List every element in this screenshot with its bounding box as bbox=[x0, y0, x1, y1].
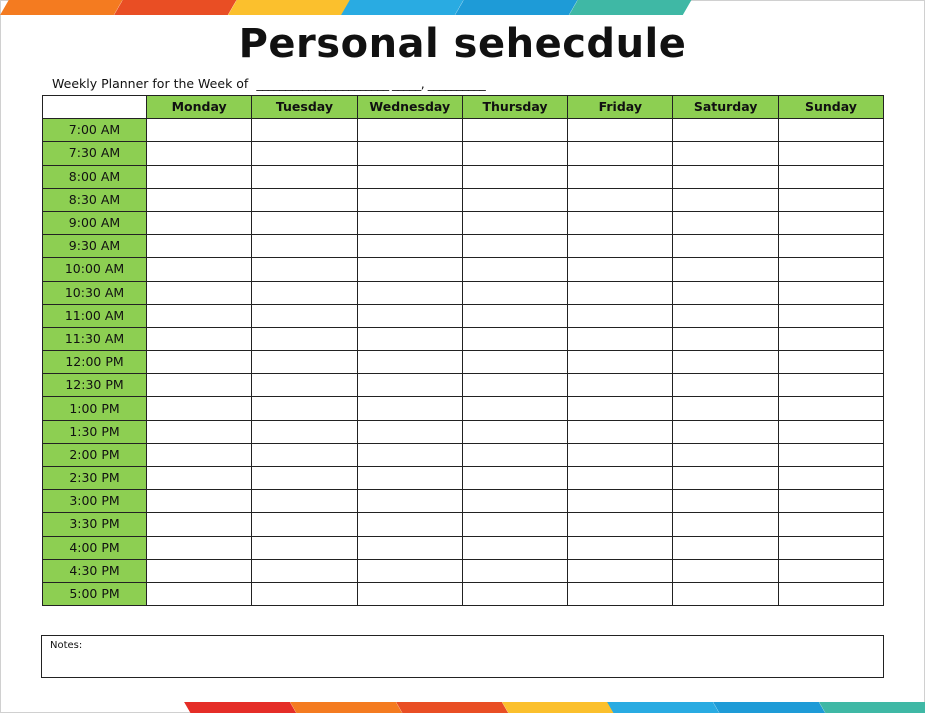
schedule-cell-wednesday[interactable] bbox=[357, 142, 462, 165]
color-band-segment bbox=[713, 702, 825, 713]
schedule-cell-friday[interactable] bbox=[568, 304, 673, 327]
schedule-cell-wednesday[interactable] bbox=[357, 258, 462, 281]
schedule-cell-thursday[interactable] bbox=[462, 374, 567, 397]
color-band-segment bbox=[819, 702, 925, 713]
schedule-cell-sunday[interactable] bbox=[778, 258, 883, 281]
schedule-cell-thursday[interactable] bbox=[462, 490, 567, 513]
schedule-cell-saturday[interactable] bbox=[673, 119, 778, 142]
schedule-cell-wednesday[interactable] bbox=[357, 327, 462, 350]
color-band-segment bbox=[290, 702, 402, 713]
table-row bbox=[43, 142, 884, 165]
bottom-color-band bbox=[184, 702, 925, 713]
table-row bbox=[43, 165, 884, 188]
schedule-cell-friday[interactable] bbox=[568, 374, 673, 397]
schedule-cell-monday[interactable] bbox=[147, 559, 252, 582]
schedule-cell-saturday[interactable] bbox=[673, 281, 778, 304]
schedule-cell-friday[interactable] bbox=[568, 582, 673, 605]
schedule-cell-monday[interactable] bbox=[147, 258, 252, 281]
table-row bbox=[43, 374, 884, 397]
schedule-cell-friday[interactable] bbox=[568, 211, 673, 234]
time-slot-label: 11:00 AM bbox=[43, 304, 147, 327]
time-slot-label: 9:30 AM bbox=[43, 235, 147, 258]
color-band-segment bbox=[0, 0, 122, 15]
schedule-cell-saturday[interactable] bbox=[673, 536, 778, 559]
schedule-cell-friday[interactable] bbox=[568, 165, 673, 188]
time-slot-label: 1:00 PM bbox=[43, 397, 147, 420]
time-slot-label: 1:30 PM bbox=[43, 420, 147, 443]
schedule-cell-tuesday[interactable] bbox=[252, 327, 357, 350]
schedule-cell-wednesday[interactable] bbox=[357, 397, 462, 420]
schedule-cell-saturday[interactable] bbox=[673, 443, 778, 466]
table-row bbox=[43, 351, 884, 374]
schedule-cell-monday[interactable] bbox=[147, 490, 252, 513]
schedule-cell-tuesday[interactable] bbox=[252, 351, 357, 374]
schedule-cell-thursday[interactable] bbox=[462, 304, 567, 327]
schedule-cell-thursday[interactable] bbox=[462, 536, 567, 559]
schedule-cell-sunday[interactable] bbox=[778, 536, 883, 559]
schedule-cell-saturday[interactable] bbox=[673, 374, 778, 397]
schedule-cell-friday[interactable] bbox=[568, 397, 673, 420]
schedule-cell-saturday[interactable] bbox=[673, 397, 778, 420]
schedule-cell-saturday[interactable] bbox=[673, 559, 778, 582]
schedule-cell-sunday[interactable] bbox=[778, 351, 883, 374]
schedule-cell-thursday[interactable] bbox=[462, 142, 567, 165]
schedule-cell-friday[interactable] bbox=[568, 420, 673, 443]
time-slot-label: 12:30 PM bbox=[43, 374, 147, 397]
schedule-cell-sunday[interactable] bbox=[778, 281, 883, 304]
schedule-cell-monday[interactable] bbox=[147, 351, 252, 374]
color-band-segment bbox=[569, 0, 691, 15]
schedule-cell-tuesday[interactable] bbox=[252, 374, 357, 397]
table-row bbox=[43, 420, 884, 443]
schedule-cell-monday[interactable] bbox=[147, 443, 252, 466]
schedule-cell-sunday[interactable] bbox=[778, 165, 883, 188]
schedule-cell-monday[interactable] bbox=[147, 513, 252, 536]
schedule-cell-tuesday[interactable] bbox=[252, 559, 357, 582]
schedule-cell-friday[interactable] bbox=[568, 119, 673, 142]
schedule-cell-saturday[interactable] bbox=[673, 211, 778, 234]
schedule-cell-saturday[interactable] bbox=[673, 420, 778, 443]
schedule-cell-friday[interactable] bbox=[568, 188, 673, 211]
time-slot-label: 7:00 AM bbox=[43, 119, 147, 142]
schedule-cell-saturday[interactable] bbox=[673, 490, 778, 513]
schedule-cell-tuesday[interactable] bbox=[252, 304, 357, 327]
schedule-cell-friday[interactable] bbox=[568, 327, 673, 350]
schedule-cell-tuesday[interactable] bbox=[252, 443, 357, 466]
schedule-cell-wednesday[interactable] bbox=[357, 235, 462, 258]
color-band-segment bbox=[228, 0, 350, 15]
notes-label: Notes: bbox=[50, 640, 83, 651]
schedule-cell-monday[interactable] bbox=[147, 281, 252, 304]
table-row bbox=[43, 119, 884, 142]
schedule-cell-saturday[interactable] bbox=[673, 467, 778, 490]
schedule-cell-tuesday[interactable] bbox=[252, 258, 357, 281]
time-slot-label: 3:30 PM bbox=[43, 513, 147, 536]
schedule-cell-monday[interactable] bbox=[147, 304, 252, 327]
time-slot-label: 4:30 PM bbox=[43, 559, 147, 582]
time-slot-label: 11:30 AM bbox=[43, 327, 147, 350]
schedule-cell-sunday[interactable] bbox=[778, 513, 883, 536]
schedule-cell-thursday[interactable] bbox=[462, 258, 567, 281]
time-slot-label: 12:00 PM bbox=[43, 351, 147, 374]
day-header-saturday: Saturday bbox=[673, 96, 778, 119]
schedule-cell-tuesday[interactable] bbox=[252, 211, 357, 234]
time-slot-label: 4:00 PM bbox=[43, 536, 147, 559]
schedule-cell-saturday[interactable] bbox=[673, 188, 778, 211]
schedule-cell-tuesday[interactable] bbox=[252, 119, 357, 142]
time-slot-label: 8:00 AM bbox=[43, 165, 147, 188]
time-slot-label: 10:30 AM bbox=[43, 281, 147, 304]
schedule-cell-saturday[interactable] bbox=[673, 327, 778, 350]
schedule-cell-sunday[interactable] bbox=[778, 374, 883, 397]
schedule-cell-monday[interactable] bbox=[147, 582, 252, 605]
schedule-cell-wednesday[interactable] bbox=[357, 559, 462, 582]
schedule-cell-saturday[interactable] bbox=[673, 142, 778, 165]
table-row bbox=[43, 536, 884, 559]
table-row bbox=[43, 582, 884, 605]
schedule-cell-wednesday[interactable] bbox=[357, 490, 462, 513]
page-title: Personal sehecdule bbox=[238, 21, 687, 67]
schedule-cell-monday[interactable] bbox=[147, 188, 252, 211]
schedule-cell-sunday[interactable] bbox=[778, 559, 883, 582]
schedule-cell-tuesday[interactable] bbox=[252, 235, 357, 258]
schedule-cell-wednesday[interactable] bbox=[357, 281, 462, 304]
schedule-cell-monday[interactable] bbox=[147, 397, 252, 420]
table-row bbox=[43, 211, 884, 234]
schedule-cell-friday[interactable] bbox=[568, 258, 673, 281]
schedule-cell-thursday[interactable] bbox=[462, 443, 567, 466]
table-row bbox=[43, 235, 884, 258]
schedule-cell-thursday[interactable] bbox=[462, 420, 567, 443]
table-row bbox=[43, 397, 884, 420]
schedule-cell-tuesday[interactable] bbox=[252, 142, 357, 165]
schedule-cell-monday[interactable] bbox=[147, 119, 252, 142]
schedule-cell-sunday[interactable] bbox=[778, 304, 883, 327]
color-band-segment bbox=[502, 702, 614, 713]
schedule-table bbox=[42, 95, 884, 606]
schedule-cell-thursday[interactable] bbox=[462, 188, 567, 211]
notes-box[interactable] bbox=[41, 635, 884, 678]
schedule-cell-thursday[interactable] bbox=[462, 119, 567, 142]
day-header-sunday: Sunday bbox=[778, 96, 883, 119]
schedule-cell-friday[interactable] bbox=[568, 142, 673, 165]
color-band-segment bbox=[455, 0, 577, 15]
schedule-cell-friday[interactable] bbox=[568, 490, 673, 513]
schedule-cell-monday[interactable] bbox=[147, 536, 252, 559]
color-band-segment bbox=[607, 702, 719, 713]
week-of-blank-field[interactable]: _______________________ _____, __________ bbox=[256, 76, 486, 91]
schedule-cell-wednesday[interactable] bbox=[357, 582, 462, 605]
schedule-cell-wednesday[interactable] bbox=[357, 211, 462, 234]
schedule-cell-thursday[interactable] bbox=[462, 211, 567, 234]
day-header-tuesday: Tuesday bbox=[252, 96, 357, 119]
schedule-cell-tuesday[interactable] bbox=[252, 165, 357, 188]
schedule-cell-saturday[interactable] bbox=[673, 235, 778, 258]
day-header-monday: Monday bbox=[147, 96, 252, 119]
table-row bbox=[43, 258, 884, 281]
week-of-label: Weekly Planner for the Week of bbox=[52, 76, 249, 91]
color-band-segment bbox=[341, 0, 463, 15]
schedule-cell-sunday[interactable] bbox=[778, 467, 883, 490]
schedule-cell-thursday[interactable] bbox=[462, 467, 567, 490]
table-row bbox=[43, 513, 884, 536]
schedule-cell-friday[interactable] bbox=[568, 443, 673, 466]
schedule-cell-thursday[interactable] bbox=[462, 559, 567, 582]
schedule-cell-sunday[interactable] bbox=[778, 119, 883, 142]
schedule-cell-tuesday[interactable] bbox=[252, 490, 357, 513]
schedule-cell-sunday[interactable] bbox=[778, 211, 883, 234]
schedule-cell-monday[interactable] bbox=[147, 420, 252, 443]
color-band-segment bbox=[114, 0, 236, 15]
schedule-cell-thursday[interactable] bbox=[462, 235, 567, 258]
schedule-cell-wednesday[interactable] bbox=[357, 351, 462, 374]
time-slot-label: 2:00 PM bbox=[43, 443, 147, 466]
time-slot-label: 5:00 PM bbox=[43, 582, 147, 605]
schedule-cell-sunday[interactable] bbox=[778, 327, 883, 350]
schedule-cell-monday[interactable] bbox=[147, 374, 252, 397]
schedule-cell-tuesday[interactable] bbox=[252, 467, 357, 490]
schedule-cell-saturday[interactable] bbox=[673, 513, 778, 536]
schedule-cell-sunday[interactable] bbox=[778, 443, 883, 466]
day-header-row bbox=[43, 96, 884, 119]
schedule-cell-wednesday[interactable] bbox=[357, 188, 462, 211]
schedule-cell-sunday[interactable] bbox=[778, 582, 883, 605]
table-row bbox=[43, 559, 884, 582]
schedule-cell-monday[interactable] bbox=[147, 467, 252, 490]
day-header-thursday: Thursday bbox=[462, 96, 567, 119]
schedule-cell-saturday[interactable] bbox=[673, 582, 778, 605]
schedule-cell-saturday[interactable] bbox=[673, 165, 778, 188]
schedule-cell-friday[interactable] bbox=[568, 559, 673, 582]
time-slot-label: 10:00 AM bbox=[43, 258, 147, 281]
schedule-cell-wednesday[interactable] bbox=[357, 165, 462, 188]
corner-cell bbox=[43, 96, 147, 119]
schedule-cell-friday[interactable] bbox=[568, 281, 673, 304]
schedule-cell-thursday[interactable] bbox=[462, 582, 567, 605]
time-slot-label: 3:00 PM bbox=[43, 490, 147, 513]
schedule-cell-monday[interactable] bbox=[147, 211, 252, 234]
schedule-cell-sunday[interactable] bbox=[778, 397, 883, 420]
table-row bbox=[43, 443, 884, 466]
schedule-cell-thursday[interactable] bbox=[462, 281, 567, 304]
schedule-cell-wednesday[interactable] bbox=[357, 420, 462, 443]
schedule-cell-tuesday[interactable] bbox=[252, 281, 357, 304]
table-row bbox=[43, 188, 884, 211]
schedule-cell-tuesday[interactable] bbox=[252, 536, 357, 559]
schedule-cell-monday[interactable] bbox=[147, 165, 252, 188]
color-band-segment bbox=[396, 702, 508, 713]
schedule-cell-wednesday[interactable] bbox=[357, 536, 462, 559]
schedule-cell-thursday[interactable] bbox=[462, 513, 567, 536]
time-slot-label: 9:00 AM bbox=[43, 211, 147, 234]
schedule-cell-thursday[interactable] bbox=[462, 165, 567, 188]
time-slot-label: 8:30 AM bbox=[43, 188, 147, 211]
schedule-cell-tuesday[interactable] bbox=[252, 397, 357, 420]
schedule-cell-sunday[interactable] bbox=[778, 188, 883, 211]
table-row bbox=[43, 327, 884, 350]
schedule-cell-wednesday[interactable] bbox=[357, 467, 462, 490]
day-header-wednesday: Wednesday bbox=[357, 96, 462, 119]
schedule-cell-friday[interactable] bbox=[568, 235, 673, 258]
schedule-cell-sunday[interactable] bbox=[778, 235, 883, 258]
time-slot-label: 2:30 PM bbox=[43, 467, 147, 490]
schedule-cell-friday[interactable] bbox=[568, 351, 673, 374]
schedule-cell-friday[interactable] bbox=[568, 467, 673, 490]
table-row bbox=[43, 490, 884, 513]
schedule-cell-monday[interactable] bbox=[147, 235, 252, 258]
schedule-cell-thursday[interactable] bbox=[462, 397, 567, 420]
schedule-cell-tuesday[interactable] bbox=[252, 513, 357, 536]
table-row bbox=[43, 304, 884, 327]
schedule-cell-monday[interactable] bbox=[147, 327, 252, 350]
schedule-cell-saturday[interactable] bbox=[673, 351, 778, 374]
schedule-cell-friday[interactable] bbox=[568, 513, 673, 536]
table-row bbox=[43, 467, 884, 490]
schedule-cell-tuesday[interactable] bbox=[252, 582, 357, 605]
schedule-cell-tuesday[interactable] bbox=[252, 188, 357, 211]
schedule-cell-tuesday[interactable] bbox=[252, 420, 357, 443]
schedule-cell-wednesday[interactable] bbox=[357, 304, 462, 327]
top-color-band bbox=[0, 0, 683, 15]
table-row bbox=[43, 281, 884, 304]
week-of-line bbox=[52, 76, 485, 92]
schedule-cell-friday[interactable] bbox=[568, 536, 673, 559]
day-header-friday: Friday bbox=[568, 96, 673, 119]
schedule-cell-wednesday[interactable] bbox=[357, 374, 462, 397]
schedule-cell-sunday[interactable] bbox=[778, 420, 883, 443]
time-slot-label: 7:30 AM bbox=[43, 142, 147, 165]
schedule-cell-sunday[interactable] bbox=[778, 142, 883, 165]
schedule-cell-wednesday[interactable] bbox=[357, 443, 462, 466]
schedule-cell-thursday[interactable] bbox=[462, 351, 567, 374]
color-band-segment bbox=[184, 702, 296, 713]
schedule-cell-wednesday[interactable] bbox=[357, 513, 462, 536]
schedule-cell-monday[interactable] bbox=[147, 142, 252, 165]
schedule-cell-saturday[interactable] bbox=[673, 304, 778, 327]
schedule-cell-sunday[interactable] bbox=[778, 490, 883, 513]
schedule-cell-wednesday[interactable] bbox=[357, 119, 462, 142]
schedule-cell-saturday[interactable] bbox=[673, 258, 778, 281]
schedule-cell-thursday[interactable] bbox=[462, 327, 567, 350]
